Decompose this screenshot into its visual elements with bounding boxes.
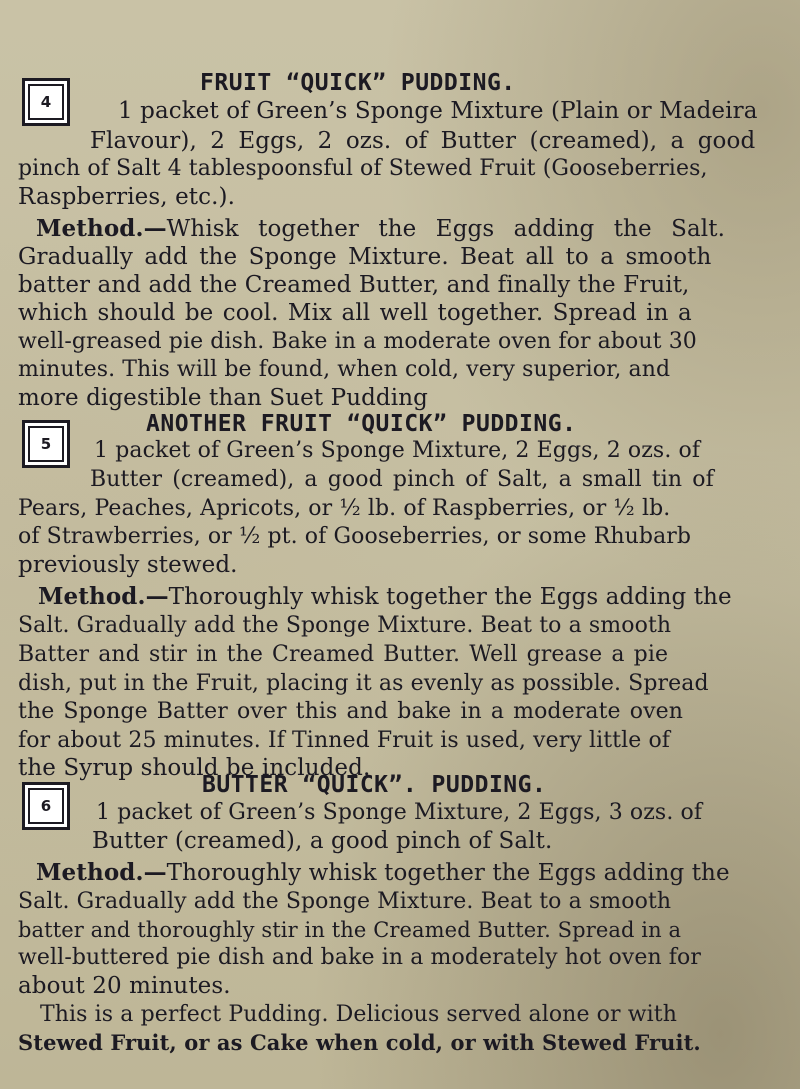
method-line: for about 25 minutes. If Tinned Fruit is used, very little of bbox=[18, 728, 671, 753]
method-label: Method.— bbox=[38, 583, 169, 610]
ingredients-line: of Strawberries, or ½ pt. of Gooseberries, or some Rhubarb bbox=[18, 524, 692, 549]
recipe-number: 5 bbox=[40, 435, 52, 453]
ingredients-line: previously stewed. bbox=[18, 552, 238, 578]
method-line: well-buttered pie dish and bake in a moderately hot oven for bbox=[18, 945, 702, 970]
recipe-title: FRUIT “QUICK” PUDDING. bbox=[200, 70, 516, 96]
method-label: Method.— bbox=[36, 215, 167, 242]
recipe-title: ANOTHER FRUIT “QUICK” PUDDING. bbox=[146, 411, 577, 437]
method-text: Thoroughly whisk together the Eggs adding the bbox=[166, 860, 730, 886]
recipe-number-badge bbox=[22, 782, 70, 830]
ingredients-line: 1 packet of Green’s Sponge Mixture, 2 Eggs, 2 ozs. of bbox=[94, 438, 701, 463]
recipe-number: 4 bbox=[40, 93, 52, 111]
method-line: Stewed Fruit, or as Cake when cold, or with Stewed Fruit. bbox=[18, 1030, 701, 1055]
ingredients-line: Pears, Peaches, Apricots, or ½ lb. of Raspberries, or ½ lb. bbox=[18, 496, 671, 521]
method-line bbox=[38, 582, 732, 612]
method-line: which should be cool. Mix all well together. Spread in a bbox=[18, 300, 692, 326]
method-text: Whisk together the Eggs adding the Salt. bbox=[166, 216, 725, 242]
ingredients-line: Butter (creamed), a good pinch of Salt, a small tin of bbox=[90, 467, 714, 492]
method-line: Salt. Gradually add the Sponge Mixture. Beat to a smooth bbox=[18, 889, 672, 914]
recipe-number-badge bbox=[22, 78, 70, 126]
ingredients-line: 1 packet of Green’s Sponge Mixture (Plain or Madeira bbox=[118, 98, 758, 124]
method-text: Thoroughly whisk together the Eggs adding the bbox=[168, 584, 732, 610]
method-line bbox=[36, 214, 725, 244]
method-line: minutes. This will be found, when cold, very superior, and bbox=[18, 357, 671, 382]
method-line: well-greased pie dish. Bake in a moderate oven for about 30 bbox=[18, 329, 697, 354]
recipe-number-badge bbox=[22, 420, 70, 468]
method-line: more digestible than Suet Pudding bbox=[18, 385, 428, 411]
method-line: batter and add the Creamed Butter, and finally the Fruit, bbox=[18, 272, 690, 298]
method-line: This is a perfect Pudding. Delicious served alone or with bbox=[40, 1002, 677, 1027]
ingredients-line: Butter (creamed), a good pinch of Salt. bbox=[92, 828, 553, 854]
method-line: dish, put in the Fruit, placing it as evenly as possible. Spread bbox=[18, 671, 709, 696]
method-line: batter and thoroughly stir in the Creamed Butter. Spread in a bbox=[18, 918, 682, 942]
method-line: about 20 minutes. bbox=[18, 973, 231, 999]
ingredients-line: Raspberries, etc.). bbox=[18, 184, 236, 210]
recipe-title: BUTTER “QUICK”. PUDDING. bbox=[202, 772, 547, 798]
ingredients-line: Flavour), 2 Eggs, 2 ozs. of Butter (creamed), a good bbox=[90, 128, 756, 154]
ingredients-line: pinch of Salt 4 tablespoonsful of Stewed Fruit (Gooseberries, bbox=[18, 156, 708, 181]
method-line: the Syrup should be included. bbox=[18, 755, 371, 781]
method-line: the Sponge Batter over this and bake in a moderate oven bbox=[18, 699, 683, 724]
method-label: Method.— bbox=[36, 859, 167, 886]
recipe-number: 6 bbox=[40, 797, 52, 815]
method-line: Gradually add the Sponge Mixture. Beat all to a smooth bbox=[18, 244, 712, 270]
method-line bbox=[36, 858, 730, 888]
method-line: Batter and stir in the Creamed Butter. Well grease a pie bbox=[18, 642, 669, 667]
ingredients-line: 1 packet of Green’s Sponge Mixture, 2 Eggs, 3 ozs. of bbox=[96, 800, 703, 825]
method-line: Salt. Gradually add the Sponge Mixture. Beat to a smooth bbox=[18, 613, 672, 638]
